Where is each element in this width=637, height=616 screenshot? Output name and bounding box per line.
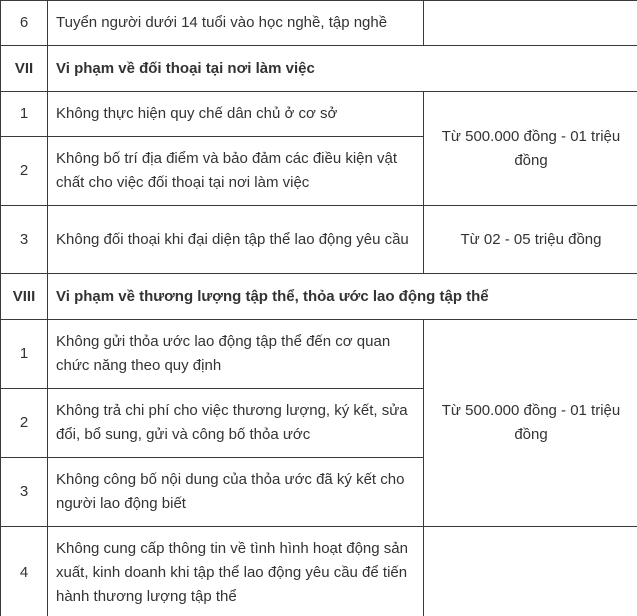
section-header-row <box>1 46 637 92</box>
violation-text: Tuyển người dưới 14 tuổi vào học nghề, tập nghề <box>48 1 424 46</box>
section-title: Vi phạm về thương lượng tập thể, thỏa ước lao động tập thể <box>48 274 637 320</box>
row-number: 4 <box>1 527 48 616</box>
table-row <box>1 1 637 46</box>
fine-cell-empty <box>424 527 637 616</box>
row-number: 3 <box>1 458 48 527</box>
violation-text: Không gửi thỏa ước lao động tập thể đến cơ quan chức năng theo quy định <box>48 320 424 389</box>
section-title: Vi phạm về đối thoại tại nơi làm việc <box>48 46 637 92</box>
row-number: 1 <box>1 92 48 137</box>
section-number: VIII <box>1 274 48 320</box>
table-row <box>1 320 637 389</box>
violation-text: Không cung cấp thông tin về tình hình hoạt động sản xuất, kinh doanh khi tập thể lao động yêu cầu để tiến hành thương lượng tập thể <box>48 527 424 616</box>
table-row <box>1 206 637 274</box>
row-number: 2 <box>1 389 48 458</box>
fine-cell-empty <box>424 1 637 46</box>
table-row <box>1 527 637 616</box>
violation-text: Không bố trí địa điểm và bảo đảm các điều kiện vật chất cho việc đối thoại tại nơi làm việc <box>48 137 424 206</box>
violation-text: Không trả chi phí cho việc thương lượng, ký kết, sửa đổi, bổ sung, gửi và công bố thỏa ước <box>48 389 424 458</box>
fine-range: Từ 02 - 05 triệu đồng <box>424 206 637 274</box>
section-number: VII <box>1 46 48 92</box>
table-row <box>1 92 637 137</box>
fine-range: Từ 500.000 đồng - 01 triệu đồng <box>424 320 637 527</box>
row-number: 2 <box>1 137 48 206</box>
violation-text: Không thực hiện quy chế dân chủ ở cơ sở <box>48 92 424 137</box>
fine-range: Từ 500.000 đồng - 01 triệu đồng <box>424 92 637 206</box>
violation-text: Không đối thoại khi đại diện tập thể lao động yêu cầu <box>48 206 424 274</box>
section-header-row <box>1 274 637 320</box>
row-number: 1 <box>1 320 48 389</box>
violation-text: Không công bố nội dung của thỏa ước đã ký kết cho người lao động biết <box>48 458 424 527</box>
row-number: 6 <box>1 1 48 46</box>
row-number: 3 <box>1 206 48 274</box>
